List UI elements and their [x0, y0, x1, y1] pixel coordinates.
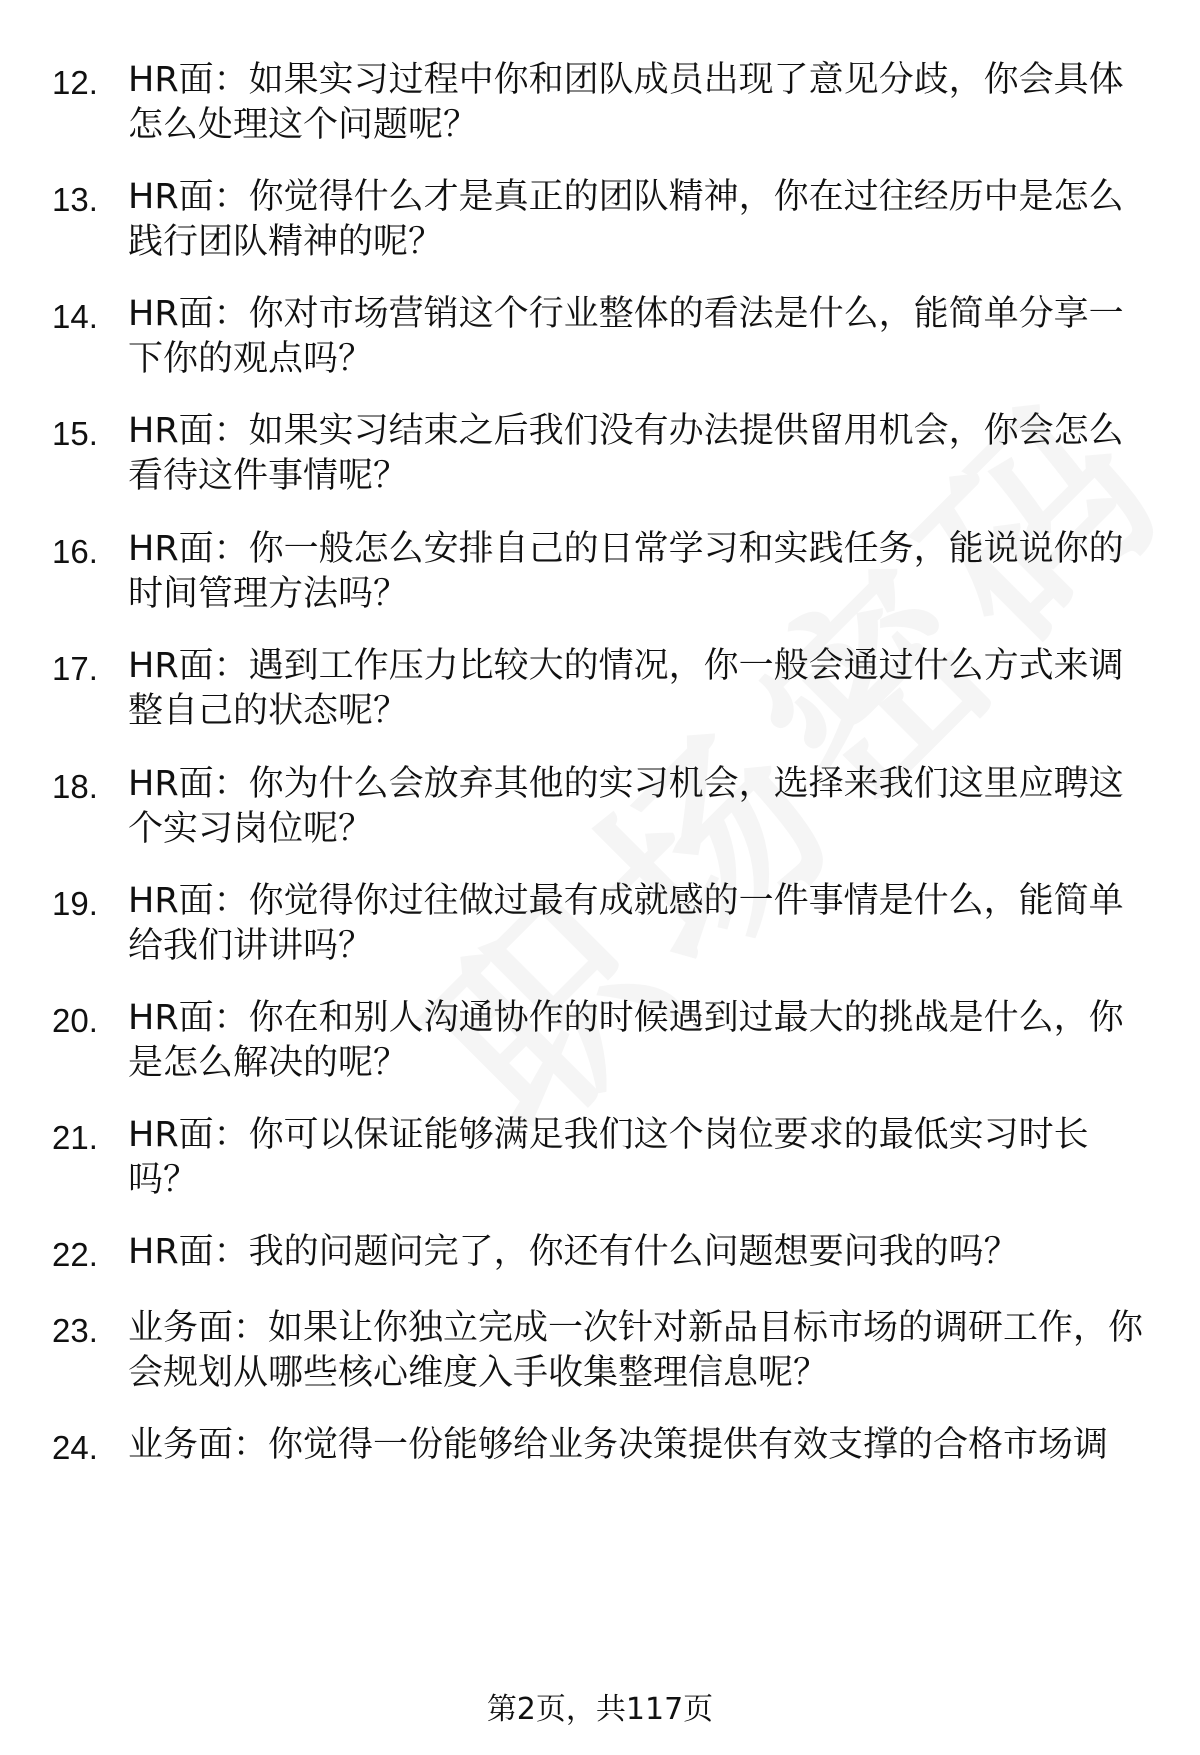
question-number: 18.: [52, 768, 98, 805]
question-text: HR面：你觉得你过往做过最有成就感的一件事情是什么，能简单给我们讲讲吗？: [128, 881, 1124, 966]
question-text: HR面：你可以保证能够满足我们这个岗位要求的最低实习时长吗？: [128, 1115, 1089, 1200]
question-text: HR面：你觉得什么才是真正的团队精神，你在过往经历中是怎么践行团队精神的呢？: [128, 177, 1124, 262]
question-number: 17.: [52, 650, 98, 687]
question-number: 12.: [52, 64, 98, 101]
question-item: [0, 762, 1200, 862]
question-text: HR面：遇到工作压力比较大的情况，你一般会通过什么方式来调整自己的状态呢？: [128, 646, 1124, 731]
question-text: HR面：如果实习过程中你和团队成员出现了意见分歧，你会具体怎么处理这个问题呢？: [128, 60, 1124, 145]
question-number: 20.: [52, 1002, 98, 1039]
question-text: 业务面：你觉得一份能够给业务决策提供有效支撑的合格市场调: [128, 1425, 1109, 1465]
question-number: 19.: [52, 885, 98, 922]
question-item: [0, 1113, 1200, 1213]
question-number: 15.: [52, 415, 98, 452]
question-item: [0, 58, 1200, 158]
question-item: [0, 527, 1200, 627]
question-item: [0, 292, 1200, 392]
question-item: [0, 879, 1200, 979]
question-item: [0, 409, 1200, 509]
question-text: HR面：你为什么会放弃其他的实习机会，选择来我们这里应聘这个实习岗位呢？: [128, 764, 1124, 849]
question-number: 14.: [52, 298, 98, 335]
question-number: 13.: [52, 181, 98, 218]
question-item: [0, 644, 1200, 744]
question-item: [0, 996, 1200, 1096]
question-number: 16.: [52, 533, 98, 570]
page-footer: 第2页，共117页: [486, 1692, 714, 1727]
question-item: [0, 1423, 1200, 1523]
question-number: 24.: [52, 1429, 98, 1466]
question-item: [0, 175, 1200, 275]
question-text: HR面：你对市场营销这个行业整体的看法是什么，能简单分享一下你的观点吗？: [128, 294, 1124, 379]
question-number: 21.: [52, 1119, 98, 1156]
question-text: HR面：你在和别人沟通协作的时候遇到过最大的挑战是什么，你是怎么解决的呢？: [128, 998, 1124, 1083]
question-item: [0, 1306, 1200, 1406]
question-text: 业务面：如果让你独立完成一次针对新品目标市场的调研工作，你会规划从哪些核心维度入手收集整理信息呢？: [128, 1308, 1144, 1393]
question-text: HR面：你一般怎么安排自己的日常学习和实践任务，能说说你的时间管理方法吗？: [128, 529, 1124, 614]
question-text: HR面：如果实习结束之后我们没有办法提供留用机会，你会怎么看待这件事情呢？: [128, 411, 1124, 496]
question-number: 22.: [52, 1236, 98, 1273]
question-text: HR面：我的问题问完了，你还有什么问题想要问我的吗？: [128, 1232, 1019, 1272]
question-number: 23.: [52, 1312, 98, 1349]
